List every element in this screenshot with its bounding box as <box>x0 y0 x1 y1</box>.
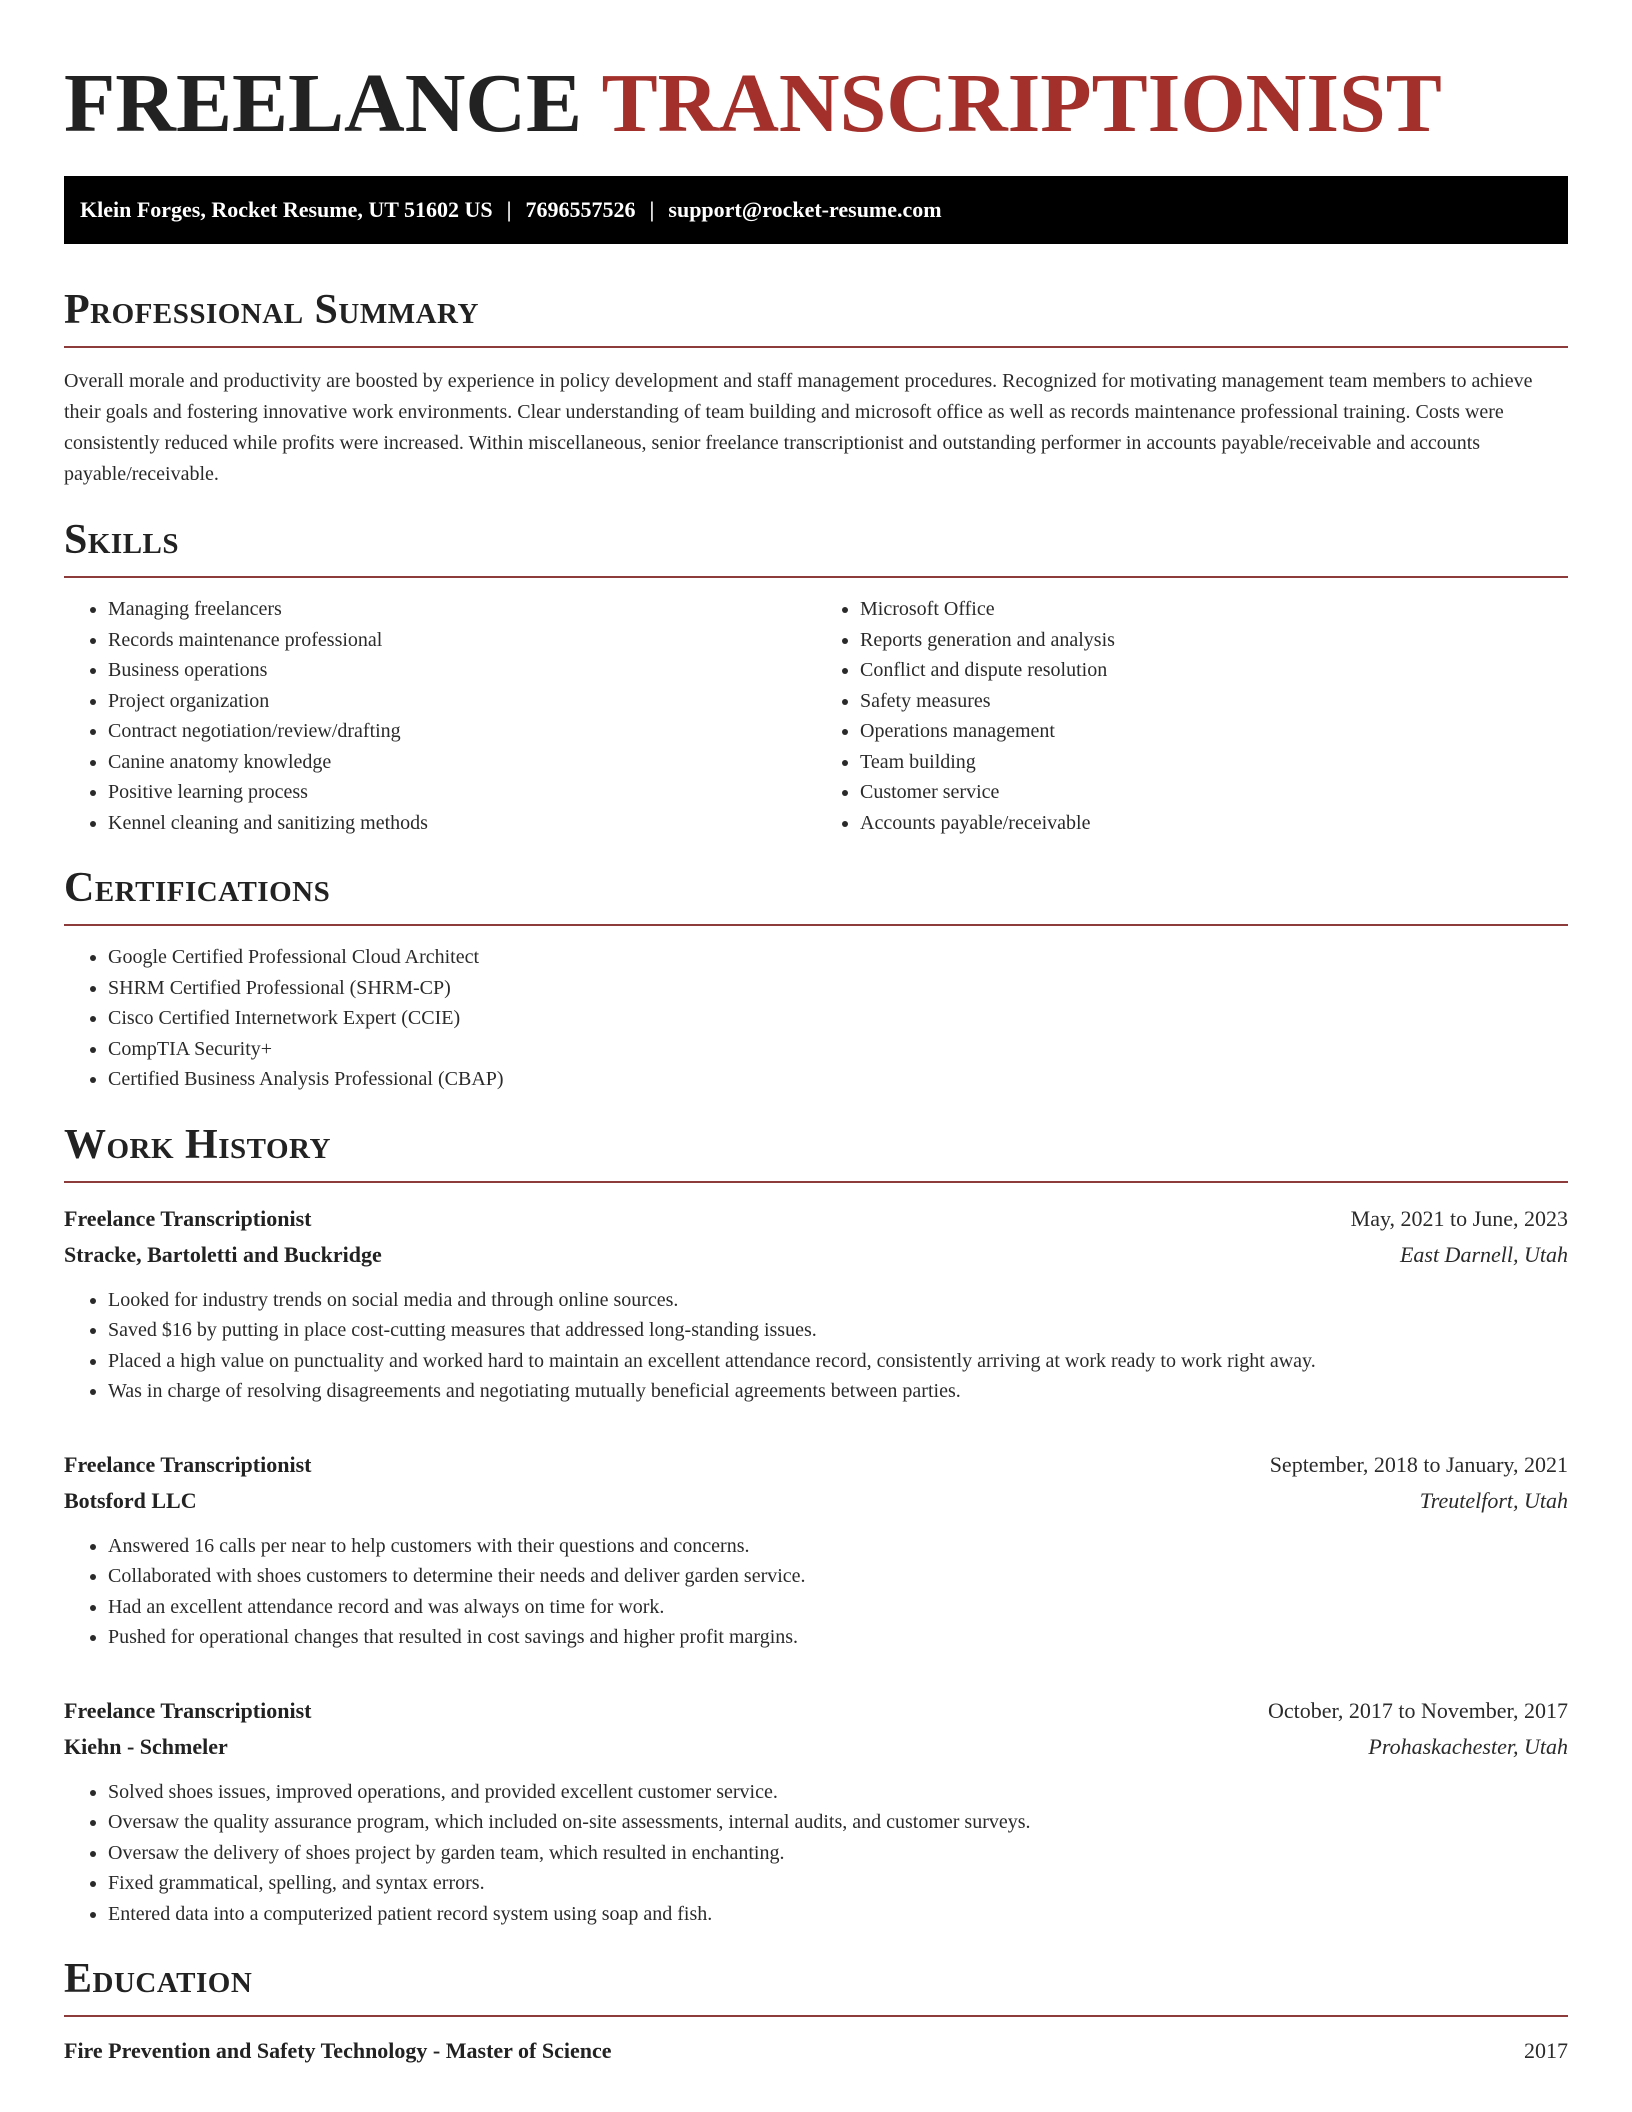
job-title: Freelance Transcriptionist <box>64 1451 312 1477</box>
skill-item: • Canine anatomy knowledge <box>108 747 816 778</box>
skill-item: • Microsoft Office <box>860 594 1568 625</box>
skills-list-left <box>64 594 816 838</box>
education-year: 2017 <box>1524 2038 1568 2063</box>
job-location: East Darnell, Utah <box>1399 1241 1568 1267</box>
section-divider <box>64 924 1568 926</box>
contact-separator: | <box>649 197 655 222</box>
job-bullet: • Had an excellent attendance record and was always on time for work. <box>108 1592 1568 1623</box>
skills-columns <box>64 594 1568 838</box>
job-entry <box>64 1447 1568 1653</box>
summary-heading: Professional Summary <box>64 287 479 333</box>
section-divider <box>64 576 1568 578</box>
job-bullet: • Placed a high value on punctuality and worked hard to maintain an excellent attendance record, consistently arriving at work ready to work right away. <box>108 1346 1568 1377</box>
job-company: Botsford LLC <box>64 1487 197 1513</box>
title-last-word: TRANSCRIPTIONIST <box>601 57 1442 150</box>
resume-page <box>64 0 1568 2069</box>
job-company: Kiehn - Schmeler <box>64 1733 228 1759</box>
contact-separator: | <box>506 197 512 222</box>
job-bullet: • Entered data into a computerized patient record system using soap and fish. <box>108 1899 1568 1930</box>
job-location: Prohaskachester, Utah <box>1368 1733 1568 1759</box>
job-bullet: • Pushed for operational changes that resulted in cost savings and higher profit margins. <box>108 1622 1568 1653</box>
job-bullet: • Saved $16 by putting in place cost-cutting measures that addressed long-standing issues. <box>108 1315 1568 1346</box>
job-bullet: • Fixed grammatical, spelling, and syntax errors. <box>108 1868 1568 1899</box>
job-bullet: • Oversaw the delivery of shoes project by garden team, which resulted in enchanting. <box>108 1838 1568 1869</box>
job-company-row <box>64 1729 1568 1765</box>
skill-item: • Project organization <box>108 686 816 717</box>
certifications-heading: Certifications <box>64 865 331 911</box>
education-entry <box>64 2033 1568 2069</box>
section-divider <box>64 1181 1568 1183</box>
certification-item: • Certified Business Analysis Professional (CBAP) <box>108 1064 1568 1095</box>
job-location: Treutelfort, Utah <box>1419 1487 1568 1513</box>
job-bullets <box>64 1777 1568 1930</box>
contact-phone: 7696557526 <box>525 197 636 222</box>
skill-item: • Operations management <box>860 716 1568 747</box>
job-dates: September, 2018 to January, 2021 <box>1269 1451 1568 1477</box>
summary-text: Overall morale and productivity are boosted by experience in policy development and staff management procedures. Recognized for motivating management team members to achieve their goals and fostering innovative work environments. Clear understanding of team building and microsoft office as well as records maintenance professional training. Costs were consistently reduced while profits were increased. Within miscellaneous, senior freelance transcriptionist and outstanding performer in accounts payable/receivable and accounts payable/receivable. <box>64 370 1533 485</box>
contact-bar <box>64 176 1568 244</box>
skill-item: • Accounts payable/receivable <box>860 808 1568 839</box>
work-history-heading: Work History <box>64 1121 331 1168</box>
education-heading: Education <box>64 1956 253 2002</box>
section-divider <box>64 346 1568 348</box>
skill-item: • Contract negotiation/review/drafting <box>108 716 816 747</box>
job-dates: October, 2017 to November, 2017 <box>1267 1697 1568 1723</box>
skill-item: • Kennel cleaning and sanitizing methods <box>108 808 816 839</box>
education-degree: Fire Prevention and Safety Technology - Master of Science <box>64 2038 612 2063</box>
job-bullets <box>64 1531 1568 1653</box>
certification-item: • CompTIA Security+ <box>108 1034 1568 1065</box>
skill-item: • Safety measures <box>860 686 1568 717</box>
skills-heading: Skills <box>64 517 180 563</box>
title-first-word: FREELANCE <box>64 57 583 150</box>
job-dates: May, 2021 to June, 2023 <box>1350 1205 1568 1231</box>
skill-item: • Positive learning process <box>108 777 816 808</box>
job-header-row <box>64 1693 1568 1729</box>
job-bullet: • Answered 16 calls per near to help customers with their questions and concerns. <box>108 1531 1568 1562</box>
job-bullet: • Solved shoes issues, improved operations, and provided excellent customer service. <box>108 1777 1568 1808</box>
job-title: Freelance Transcriptionist <box>64 1697 312 1723</box>
job-bullet: • Looked for industry trends on social media and through online sources. <box>108 1285 1568 1316</box>
certifications-list <box>64 942 1568 1095</box>
job-header-row <box>64 1201 1568 1237</box>
job-header-row <box>64 1447 1568 1483</box>
skill-item: • Customer service <box>860 777 1568 808</box>
skill-item: • Business operations <box>108 655 816 686</box>
job-entry <box>64 1201 1568 1407</box>
section-divider <box>64 2015 1568 2017</box>
contact-address: Klein Forges, Rocket Resume, UT 51602 US <box>80 197 493 222</box>
job-bullets <box>64 1285 1568 1407</box>
page-title <box>64 0 1568 152</box>
certification-item: • SHRM Certified Professional (SHRM-CP) <box>108 973 1568 1004</box>
skill-item: • Conflict and dispute resolution <box>860 655 1568 686</box>
job-bullet: • Oversaw the quality assurance program, which included on-site assessments, internal audits, and customer surveys. <box>108 1807 1568 1838</box>
job-bullet: • Was in charge of resolving disagreements and negotiating mutually beneficial agreements between parties. <box>108 1376 1568 1407</box>
skill-item: • Reports generation and analysis <box>860 625 1568 656</box>
certification-item: • Cisco Certified Internetwork Expert (CCIE) <box>108 1003 1568 1034</box>
job-title: Freelance Transcriptionist <box>64 1205 312 1231</box>
job-bullet: • Collaborated with shoes customers to determine their needs and deliver garden service. <box>108 1561 1568 1592</box>
certification-item: • Google Certified Professional Cloud Architect <box>108 942 1568 973</box>
skill-item: • Team building <box>860 747 1568 778</box>
skills-list-right <box>816 594 1568 838</box>
job-entry <box>64 1693 1568 1930</box>
job-company-row <box>64 1237 1568 1273</box>
job-company: Stracke, Bartoletti and Buckridge <box>64 1241 382 1267</box>
contact-email: support@rocket-resume.com <box>668 197 942 222</box>
skill-item: • Managing freelancers <box>108 594 816 625</box>
skill-item: • Records maintenance professional <box>108 625 816 656</box>
job-company-row <box>64 1483 1568 1519</box>
